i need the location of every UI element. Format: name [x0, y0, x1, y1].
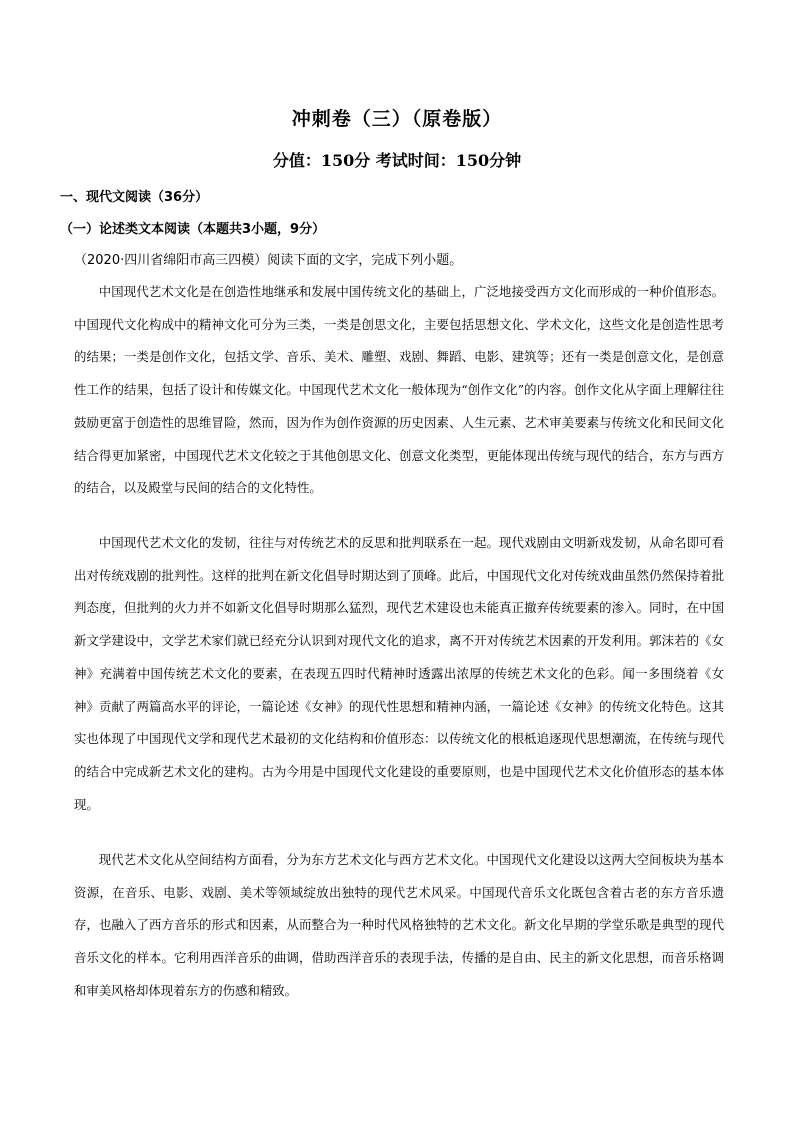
document-title: 冲刺卷（三）（原卷版） — [291, 108, 503, 130]
exam-info-subtitle: 分值：150分 考试时间：150分钟 — [272, 151, 522, 170]
passage-paragraph-2: 中国现代艺术文化的发韧，往往与对传统艺术的反思和批判联系在一起。现代戏剧由文明新戏发韧，从命名即可看出对传统戏剧的批判性。这样的批判在新文化倡导时期达到了顶峰。此后，中国现代文化对传统戏曲虽然仍然保持着批判态度，但批判的火力并不如新文化倡导时期那么猛烈，现代艺术建设也未能真正撤弃传统要素的渗入。同时，在中国新文学建设中，文学艺术家们就已经充分认识到对现代文化的追求，离不开对传统艺术因素的开发利用。郭沫若的《女神》充满着中国传统艺术文化的要素，在表现五四时代精神时透露出浓厚的传统艺术文化的色彩。闻一多围绕着《女神》贡献了两篇高水平的评论，一篇论述《女神》的现代性思想和精神内涵，一篇论述《女神》的传统文化特色。这其实也体现了中国现代文学和现代艺术最初的文化结构和价值形态：以传统文化的根柢追逐现代思想潮流，在传统与现代的结合中完成新艺术文化的建构。古为今用是中国现代文化建设的重要原则，也是中国现代艺术文化价值形态的基本体现。 — [74, 535, 724, 812]
passage-paragraph-1: 中国现代艺术文化是在创造性地继承和发展中国传统文化的基础上，广泛地接受西方文化而形成的一种价值形态。中国现代文化构成中的精神文化可分为三类，一类是创思文化，主要包括思想文化、学术文化，这些文化是创造性思考的结果；一类是创作文化，包括文学、音乐、美术、雕塑、戏剧、舞蹈、电影、建筑等；还有一类是创意文化，是创意性工作的结果，包括了设计和传媒文化。中国现代艺术文化一般体现为“创作文化”的内容。创作文化从字面上理解往往鼓励更富于创造性的思维冒险，然而，因为作为创作资源的历史因素、人生元素、艺术审美要素与传统文化和民间文化结合得更加紧密，中国现代艺术文化较之于其他创思文化、创意文化类型，更能体现出传统与现代的结合，东方与西方的结合，以及殿堂与民间的结合的文化特性。 — [74, 284, 724, 496]
subsection-heading: （一）论述类文本阅读（本题共3小题，9分） — [60, 222, 326, 237]
source-instruction: （2020·四川省绵阳市高三四模）阅读下面的文字，完成下列小题。 — [74, 253, 463, 268]
section-heading: 一、现代文阅读（36分） — [60, 190, 209, 205]
passage-paragraph-3: 现代艺术文化从空间结构方面看，分为东方艺术文化与西方艺术文化。中国现代文化建设以这两大空间板块为基本资源，在音乐、电影、戏剧、美术等领域绽放出独特的现代艺术风采。中国现代音乐文化既包含着古老的东方音乐遗存，也融入了西方音乐的形式和因素，从而整合为一种时代风格独特的艺术文化。新文化早期的学堂乐歌是典型的现代音乐文化的样本。它利用西洋音乐的曲调，借助西洋音乐的表现手法，传播的是自由、民主的新文化思想，而音乐格调和审美风格却体现着东方的伤感和精致。 — [74, 852, 724, 998]
